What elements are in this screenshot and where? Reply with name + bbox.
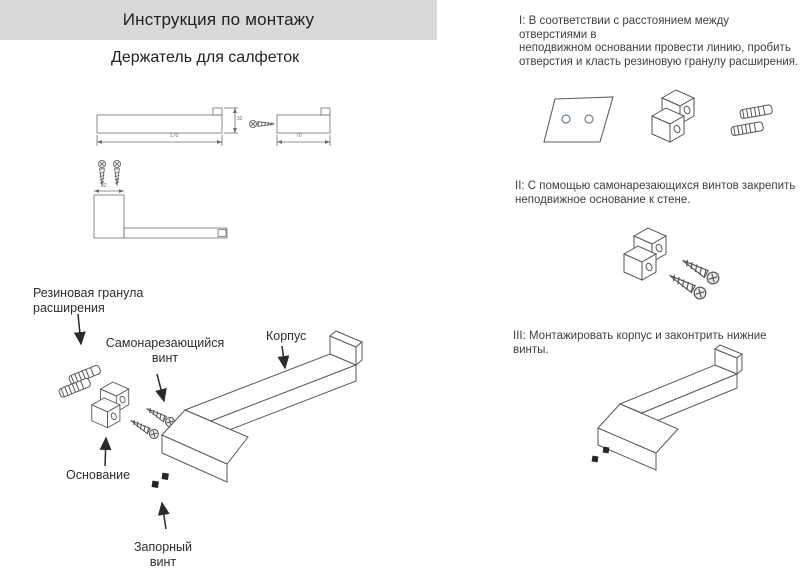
base-block-icon <box>624 228 666 280</box>
arrow-base <box>105 438 106 466</box>
profile-screw-right-icon <box>113 160 120 185</box>
wall-plate-icon <box>544 97 613 142</box>
side-view-body <box>277 115 330 133</box>
rubber-plug-icon <box>731 122 764 136</box>
tech-drawing-profile-view <box>85 158 235 243</box>
product-subtitle: Держатель для салфеток <box>111 49 300 66</box>
dimension-length-label: 170 <box>170 133 179 139</box>
profile-end-tab <box>218 230 226 237</box>
base-block-icon <box>92 382 129 428</box>
side-view-screw-icon <box>249 120 274 127</box>
tech-drawing-front-side-views <box>85 96 345 156</box>
label-rubber-plug: Резиновая гранула расширения <box>33 286 144 315</box>
lock-screw-icon <box>592 456 599 463</box>
step-1-text: I: В соответствии с расстоянием между отверстиями в неподвижном основании провести линию, пробить отверстия и класть резиновую гранулу расширения. <box>519 15 799 68</box>
dimension-depth-label: 70 <box>296 133 302 139</box>
lock-screw-icon <box>162 473 169 480</box>
step-3-text: III: Монтажировать корпус и законтрить нижние винты. <box>513 330 767 356</box>
label-self-tapping-screw: Самонарезающийся винт <box>105 336 225 365</box>
page-title: Инструкция по монтажу <box>122 10 315 29</box>
corpus-body-icon <box>598 345 742 470</box>
side-view-tab <box>321 108 330 115</box>
label-base: Основание <box>66 468 131 482</box>
label-lock-screw: Запорный винт <box>133 540 193 569</box>
step-2-text: II: С помощью самонарезающихся винтов закрепить неподвижное основание к стене. <box>515 180 796 206</box>
lock-screw-icon <box>152 481 159 488</box>
profile-screw-left-icon <box>98 160 105 185</box>
step-3-illustration <box>560 340 790 480</box>
front-view-tab <box>213 108 222 115</box>
exploded-diagram <box>30 300 370 540</box>
rubber-plug-icon <box>740 105 773 119</box>
arrow-screw <box>157 374 164 401</box>
base-block-icon <box>652 90 694 142</box>
arrow-rubber-plug <box>78 314 81 344</box>
profile-base-block <box>94 195 124 238</box>
front-view-bar <box>97 115 222 133</box>
label-body: Корпус <box>266 329 307 343</box>
profile-bar <box>124 228 227 238</box>
dimension-spacing-label: 32 <box>101 183 107 189</box>
self-tapping-screw-icon <box>128 417 160 441</box>
title-band <box>0 0 437 40</box>
dimension-height-label: 32 <box>237 116 243 122</box>
step-1-illustration <box>520 88 795 168</box>
lock-screw-icon <box>603 447 610 454</box>
step-2-illustration <box>610 225 740 305</box>
arrow-lock-screw <box>162 503 166 529</box>
arrow-body <box>282 346 285 368</box>
corpus-body-icon <box>162 331 362 482</box>
